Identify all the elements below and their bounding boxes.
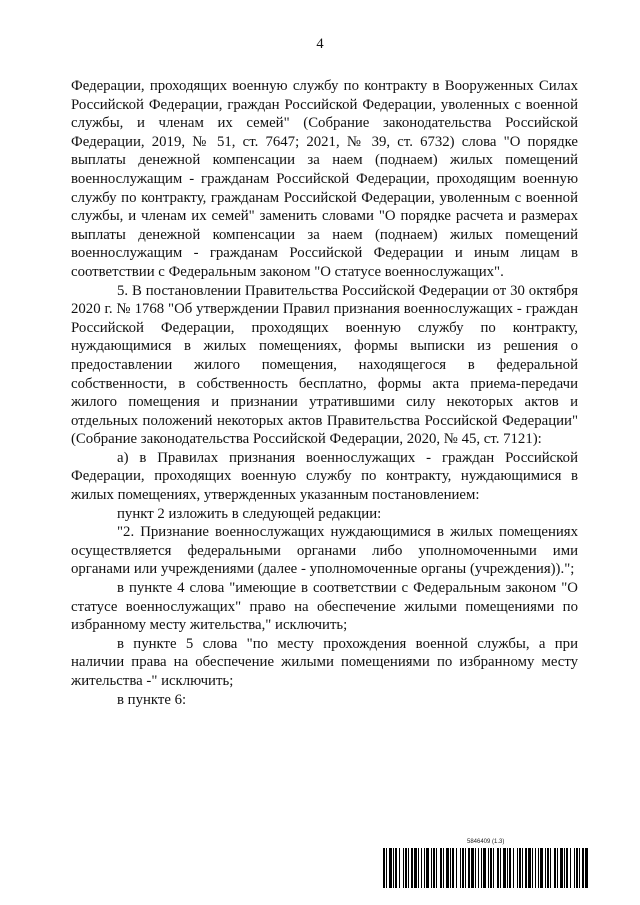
barcode-block [383,839,588,889]
paragraph-3: а) в Правилах признания военнослужащих - граждан Российской Федерации, проходящих военную службу по контракту, нуждающимися в жилых помещениях, утвержденных указанным постановлением: [71,449,578,504]
paragraph-7: в пункте 5 слова "по месту прохождения военной службы, а при наличии права на обеспечение жилыми помещениями по избранному месту жительства -" исключить; [71,635,578,689]
paragraph-1: Федерации, проходящих военную службу по контракту в Вооруженных Силах Российской Федерации, граждан Российской Федерации, уволенных с военной службы, и членам их семей" (Собрание законодательства Российской Федерации, 2019, № 51, ст. 7647; 2021, № 39, ст. 6732) слова "О порядке выплаты денежной компенсации за наем (поднаем) жилых помещений военнослужащим - гражданам Российской Федерации, проходящим военную службу по контракту, гражданам Российской Федерации, уволенным с военной службы, и членам их семей" заменить словами "О порядке расчета и размерах выплаты денежной компенсации за наем (поднаем) жилых помещений военнослужащим - гражданам Российской Федерации и иным лицам в соответствии с Федеральным законом "О статусе военнослужащих". [71,78,578,280]
paragraph-8: в пункте 6: [117,691,187,708]
barcode-label: 5846409 (1.3) [467,839,505,845]
paragraph-5: "2. Признание военнослужащих нуждающимися в жилых помещениях осуществляется федеральными органами либо уполномоченными ими органами или учреждениями (далее - уполномоченные органы (учреждения))."; [71,524,578,578]
document-body [71,77,578,709]
paragraph-2: 5. В постановлении Правительства Российской Федерации от 30 октября 2020 г. № 1768 "Об утверждении Правил признания военнослужащих - граждан Российской Федерации, проходящих военную службу по контракту, нуждающимися в жилых помещениях, формы выписки из решения о предоставлении жилого помещения, находящегося в федеральной собственности, в собственность бесплатно, формы акта приема-передачи жилого помещения и признании утратившими силу некоторых актов и отдельных положений некоторых актов Правительства Российской Федерации" (Собрание законодательства Российской Федерации, 2020, № 45, ст. 7121): [71,282,578,448]
paragraph-6: в пункте 4 слова "имеющие в соответствии с Федеральным законом "О статусе военнослужащих" право на обеспечение жилыми помещениями по избранному месту жительства," исключить; [71,580,578,634]
paragraph-4: пункт 2 изложить в следующей редакции: [117,505,382,522]
barcode-icon [383,848,588,888]
page-number: 4 [316,36,324,52]
